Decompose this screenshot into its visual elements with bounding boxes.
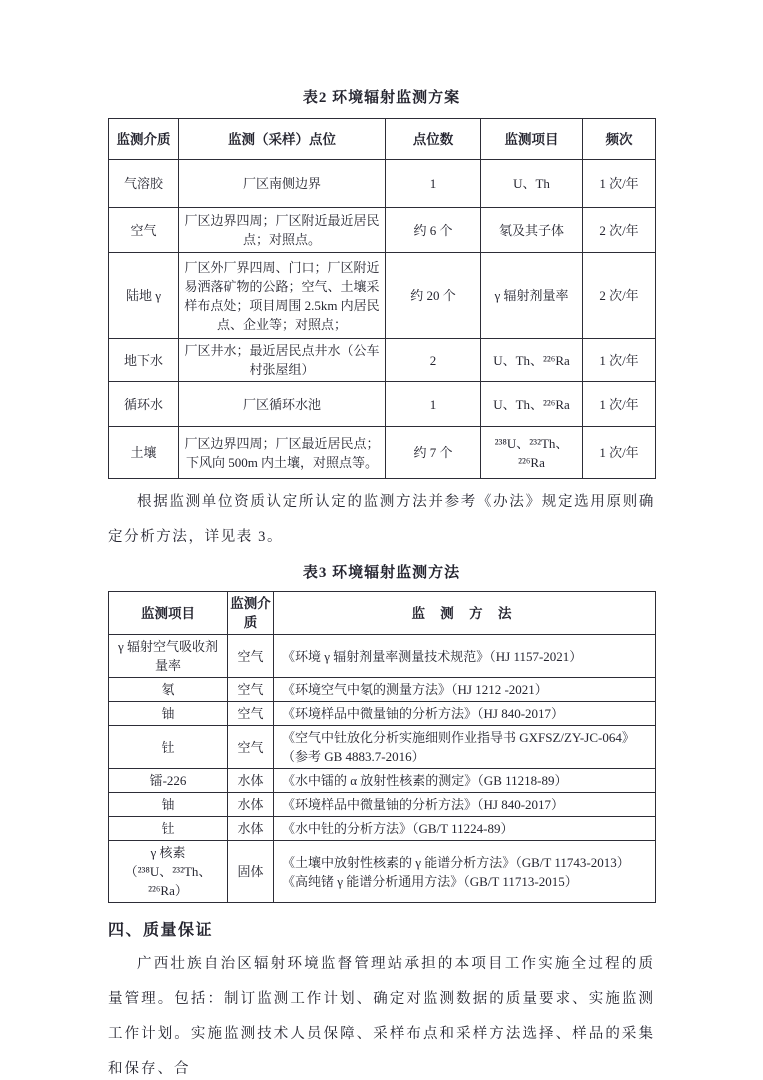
table3-header-row [109,592,656,635]
cell-count: 2 [386,339,481,382]
table2-caption: 表2 环境辐射监测方案 [302,90,461,106]
cell-item: 镭-226 [109,769,228,793]
cell-locations: 厂区外厂界四周、门口；厂区附近易洒落矿物的公路；空气、土壤采样布点处；项目周围 2.5km 内居民点、企业等；对照点； [179,253,386,339]
method-line-2: 《高纯锗 γ 能谱分析通用方法》（GB/T 11713-2015） [282,873,578,889]
cell-locations: 厂区南侧边界 [179,160,386,208]
col-header-method: 监 测 方 法 [274,592,656,635]
table-row [109,253,656,339]
cell-method: 《水中钍的分析方法》（GB/T 11224-89） [274,817,656,841]
cell-method [274,841,656,903]
cell-items: γ 辐射剂量率 [481,253,583,339]
method-line-2: （参考 GB 4883.7-2016） [282,749,425,764]
cell-frequency: 2 次/年 [583,208,656,253]
cell-method: 《环境样品中微量铀的分析方法》（HJ 840-2017） [274,793,656,817]
item-line-1: γ 核素 [150,845,186,860]
cell-items: U、Th、²²⁶Ra [481,339,583,382]
cell-medium: 陆地 γ [109,253,179,339]
table-row [109,382,656,427]
table-row [109,769,656,793]
cell-medium: 循环水 [109,382,179,427]
table3-caption: 表3 环境辐射监测方法 [302,565,461,581]
cell-count: 1 [386,160,481,208]
cell-frequency: 2 次/年 [583,253,656,339]
col-header-count: 点位数 [386,119,481,160]
cell-method [274,726,656,769]
cell-item: 钍 [109,726,228,769]
cell-frequency: 1 次/年 [583,427,656,479]
cell-medium: 空气 [228,726,274,769]
cell-medium: 水体 [228,769,274,793]
cell-method: 《环境样品中微量铀的分析方法》（HJ 840-2017） [274,702,656,726]
cell-method: 《环境空气中氡的测量方法》（HJ 1212 -2021） [274,678,656,702]
item-line-2: （²³⁸U、²³²Th、²²⁶Ra） [124,864,212,898]
cell-locations: 厂区井水；最近居民点井水（公车村张屋组） [179,339,386,382]
table-row [109,726,656,769]
table-row [109,427,656,479]
cell-locations: 厂区边界四周；厂区最近居民点；下风向 500m 内土壤，对照点等。 [179,427,386,479]
table-row [109,793,656,817]
table-row [109,702,656,726]
cell-medium: 气溶胶 [109,160,179,208]
cell-items: U、Th、²²⁶Ra [481,382,583,427]
cell-method: 《水中镭的 α 放射性核素的测定》（GB 11218-89） [274,769,656,793]
col-header-frequency: 频次 [583,119,656,160]
cell-medium: 水体 [228,793,274,817]
col-header-medium: 监测介质 [109,119,179,160]
cell-item: 铀 [109,702,228,726]
cell-locations: 厂区循环水池 [179,382,386,427]
table-row [109,160,656,208]
cell-frequency: 1 次/年 [583,382,656,427]
cell-item: 钍 [109,817,228,841]
cell-method: 《环境 γ 辐射剂量率测量技术规范》（HJ 1157-2021） [274,635,656,678]
cell-medium: 空气 [109,208,179,253]
cell-frequency: 1 次/年 [583,160,656,208]
cell-items: ²³⁸U、²³²Th、²²⁶Ra [481,427,583,479]
cell-item: 铀 [109,793,228,817]
table-row [109,339,656,382]
cell-count: 1 [386,382,481,427]
col-header-item: 监测项目 [109,592,228,635]
cell-medium: 空气 [228,678,274,702]
cell-item: γ 辐射空气吸收剂量率 [109,635,228,678]
cell-count: 约 20 个 [386,253,481,339]
method-line-1: 《土壤中放射性核素的 γ 能谱分析方法》（GB/T 11743-2013） [282,854,630,870]
cell-frequency: 1 次/年 [583,339,656,382]
section-heading: 四、质量保证 [108,922,214,939]
paragraph-quality-assurance: 广西壮族自治区辐射环境监督管理站承担的本项目工作实施全过程的质量管理。包括：制订监测工作计划、确定对监测数据的质量要求、实施监测工作计划。实施监测技术人员保障、采样布点和采样方法选择、样品的采集和保存、合 [108,956,655,1077]
cell-medium: 空气 [228,635,274,678]
cell-item [109,841,228,903]
cell-medium: 土壤 [109,427,179,479]
cell-count: 约 7 个 [386,427,481,479]
cell-items: U、Th [481,160,583,208]
cell-locations: 厂区边界四周；厂区附近最近居民点；对照点。 [179,208,386,253]
table3-monitoring-methods [108,591,656,903]
cell-count: 约 6 个 [386,208,481,253]
col-header-items: 监测项目 [481,119,583,160]
cell-medium: 水体 [228,817,274,841]
table-row [109,635,656,678]
table-row [109,817,656,841]
paragraph-methods-note: 根据监测单位资质认定所认定的监测方法并参考《办法》规定选用原则确定分析方法，详见表 3。 [108,494,655,545]
table2-monitoring-plan [108,118,656,479]
cell-items: 氡及其子体 [481,208,583,253]
method-line-1: 《空气中钍放化分析实施细则作业指导书 GXFSZ/ZY-JC-064》 [282,730,635,745]
col-header-medium: 监测介质 [228,592,274,635]
col-header-locations: 监测（采样）点位 [179,119,386,160]
table2-header-row [109,119,656,160]
cell-medium: 空气 [228,702,274,726]
table-row [109,678,656,702]
cell-medium: 固体 [228,841,274,903]
cell-medium: 地下水 [109,339,179,382]
table-row [109,208,656,253]
table-row [109,841,656,903]
cell-item: 氡 [109,678,228,702]
